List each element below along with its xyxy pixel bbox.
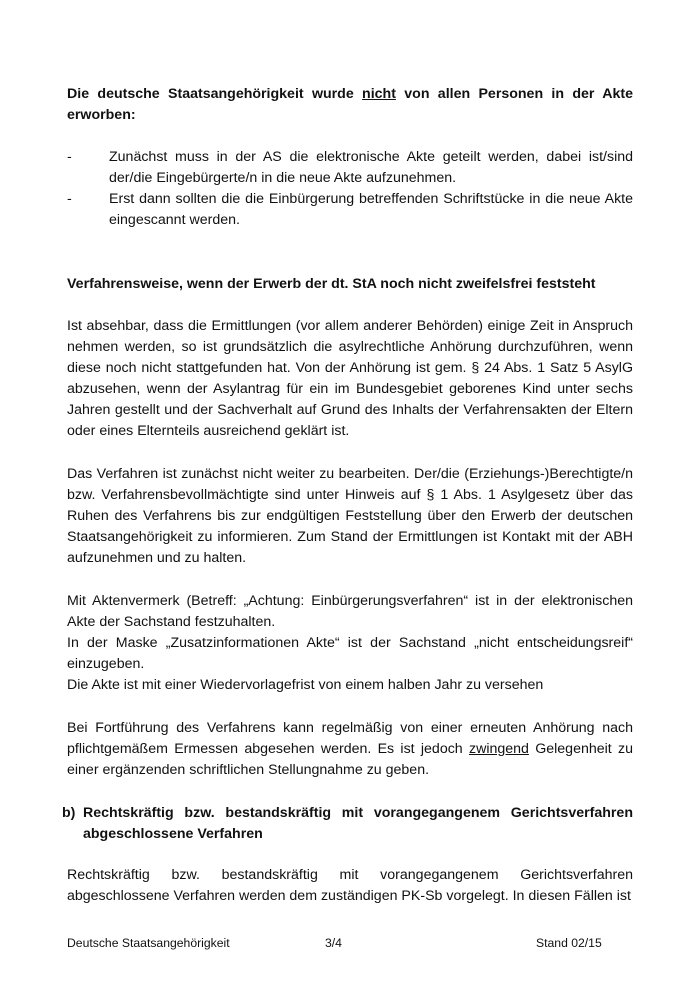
list-item-text: Erst dann sollten die die Einbürgerung betreffenden Schriftstücke in die neue Akte eingescannt werden. <box>109 191 633 228</box>
paragraph-fortfuehrung: Bei Fortführung des Verfahrens kann regelmäßig von einer erneuten Anhörung nach pflichtgemäßem Ermessen abgesehen werden. Es ist jedoch zwingend Gelegenheit zu einer ergänzenden schriftlichen Stellungnahme zu geben. <box>67 720 633 778</box>
zusatzinformationen-line: In der Maske „Zusatzinformationen Akte“ ist der Sachstand „nicht entscheidungsreif“ einzugeben. <box>67 635 633 672</box>
heading-nicht-erworben: Die deutsche Staatsangehörigkeit wurde nicht von allen Personen in der Akte erworben: <box>67 86 633 123</box>
list-item-text: Zunächst muss in der AS die elektronische Akte geteilt werden, dabei ist/sind der/die Eingebürgerte/n in die neue Akte aufzunehmen. <box>109 149 633 186</box>
list-item <box>67 189 633 231</box>
list-item <box>67 147 633 189</box>
emphasis-zwingend: zwingend <box>468 741 529 757</box>
wiedervorlage-line: Die Akte ist mit einer Wiedervorlagefrist von einem halben Jahr zu versehen <box>67 677 544 693</box>
footer-page-number: 3/4 <box>325 936 342 950</box>
section-b-heading <box>62 803 633 845</box>
heading-verfahrensweise: Verfahrensweise, wenn der Erwerb der dt. StA noch nicht zweifelsfrei feststeht <box>67 276 596 292</box>
emphasis-nicht: nicht <box>362 86 396 102</box>
list-dash: - <box>67 149 72 165</box>
paragraph-ermittlungen: Ist absehbar, dass die Ermittlungen (vor allem anderer Behörden) einige Zeit in Anspruch nehmen werden, so ist grundsätzlich die asylrechtliche Anhörung durchzuführen, wenn diese noch nicht stattgefunden hat. Von der Anhörung ist gem. § 24 Abs. 1 Satz 5 AsylG abzusehen, wenn der Asylantrag für ein im Bundesgebiet geborenes Kind unter sechs Jahren gestellt und der Sachverhalt auf Grund des Inhalts der Verfahrensakten der Eltern oder eines Elternteils ausreichend geklärt ist. <box>67 318 633 439</box>
footer-title: Deutsche Staatsangehörigkeit <box>67 936 230 950</box>
section-b-label: b) <box>62 805 76 821</box>
paragraph-rechtskraeftig: Rechtskräftig bzw. bestandskräftig mit vorangegangenem Gerichtsverfahren abgeschlossene Verfahren werden dem zuständigen PK-Sb vorgelegt. In diesen Fällen ist <box>67 867 633 904</box>
paragraph-aktenvermerk <box>67 591 633 696</box>
list-dash: - <box>67 191 72 207</box>
section-b-title: Rechtskräftig bzw. bestandskräftig mit vorangegangenem Gerichtsverfahren abgeschlossene Verfahren <box>83 805 633 842</box>
footer-version: Stand 02/15 <box>536 936 602 950</box>
aktenvermerk-line: Mit Aktenvermerk (Betreff: „Achtung: Einbürgerungsverfahren“ ist in der elektronischen Akte der Sachstand festzuhalten. <box>67 593 633 630</box>
paragraph-verfahren-ruhen: Das Verfahren ist zunächst nicht weiter zu bearbeiten. Der/die (Erziehungs-)Berechtigte/n bzw. Verfahrensbevollmächtigte sind unter Hinweis auf § 1 Abs. 1 Asylgesetz über das Ruhen des Verfahrens bis zur endgültigen Feststellung über den Erwerb der deutschen Staatsangehörigkeit zu informieren. Zum Stand der Ermittlungen ist Kontakt mit der ABH aufzunehmen und zu halten. <box>67 466 633 566</box>
